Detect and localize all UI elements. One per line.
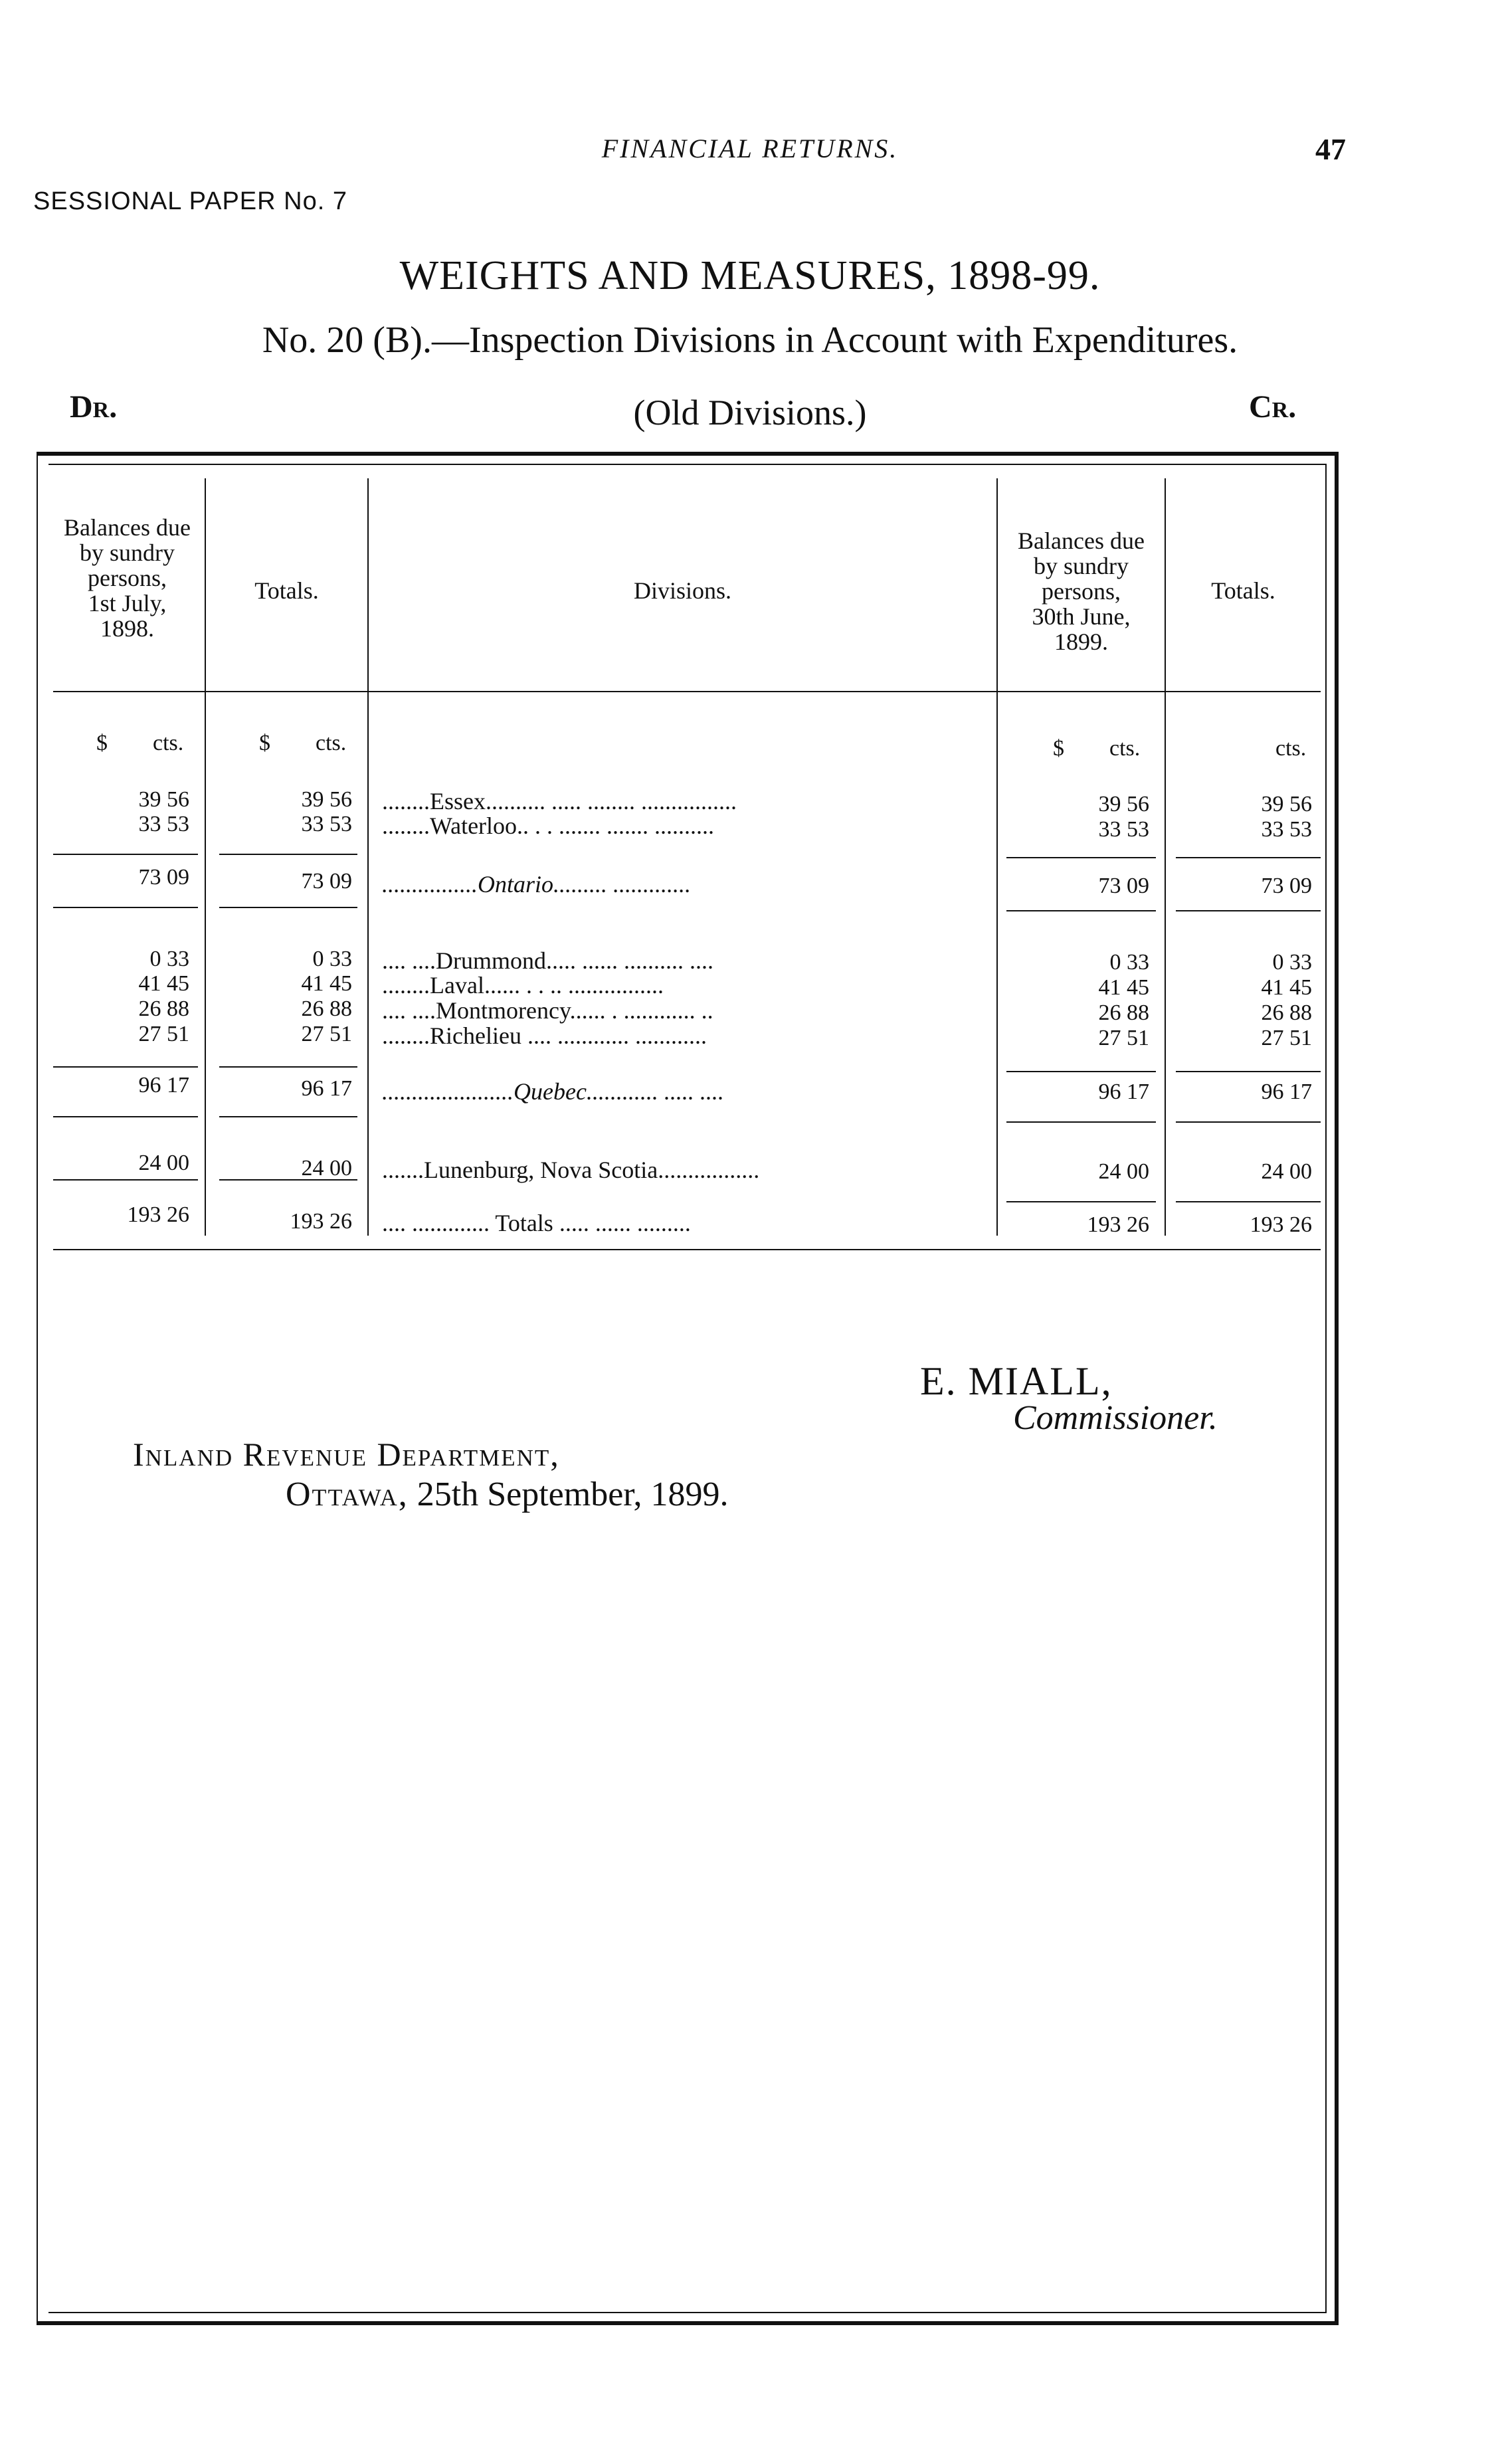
cell-total-left-total: 193 26 <box>290 1209 352 1234</box>
cell-balance-1899: 26 88 <box>1098 1000 1149 1025</box>
unit-dollar: $ <box>1053 736 1064 761</box>
header-balances-1899: Balances due by sundry persons, 30th June, 1899. <box>1018 527 1145 655</box>
place-and-date <box>286 1475 729 1514</box>
old-divisions-label: (Old Divisions.) <box>633 393 867 432</box>
cell-total-right-total: 193 26 <box>1250 1212 1312 1237</box>
cell-total-right: 33 53 <box>1261 817 1312 842</box>
cell-total-left: 24 00 <box>301 1156 352 1181</box>
cell-total-left: 0 33 <box>312 947 352 971</box>
cell-total-right: 27 51 <box>1261 1026 1312 1050</box>
cell-balance-1899: 33 53 <box>1098 817 1149 842</box>
unit-dollar: $ <box>259 731 270 755</box>
cell-balance-1898: 24 00 <box>138 1151 189 1175</box>
cell-balance-1899: 41 45 <box>1098 975 1149 1000</box>
cell-balance-1899-total: 193 26 <box>1087 1212 1149 1237</box>
header-rule <box>53 691 1321 692</box>
cell-division-montmorency: .... ....Montmorency...... . ............ .. <box>382 997 713 1024</box>
cell-total-right: 96 17 <box>1261 1080 1312 1104</box>
cell-total-left: 26 88 <box>301 996 352 1021</box>
cell-division-richelieu: ........Richelieu .... ............ ............ <box>382 1022 707 1049</box>
cell-balance-1899: 73 09 <box>1098 874 1149 898</box>
sessional-paper-label: SESSIONAL PAPER No. 7 <box>33 187 347 215</box>
subtotal-rule <box>53 907 198 908</box>
cell-division-quebec: ......................Quebec............ ..... .... <box>382 1078 724 1105</box>
page-number: 47 <box>1315 132 1346 166</box>
cell-total-right: 26 88 <box>1261 1000 1312 1025</box>
cell-balance-1898: 39 56 <box>138 787 189 812</box>
cell-balance-1899: 27 51 <box>1098 1026 1149 1050</box>
subtotal-rule <box>1176 910 1321 911</box>
cell-balance-1898: 26 88 <box>138 996 189 1021</box>
cell-division-totals: .... ............. Totals ..... ...... ......... <box>382 1210 691 1236</box>
subtotal-rule <box>53 1066 198 1068</box>
cell-division-lunenburg: .......Lunenburg, Nova Scotia................. <box>382 1157 760 1183</box>
cell-total-left: 73 09 <box>301 869 352 894</box>
subtotal-rule <box>1176 1121 1321 1123</box>
cell-total-left: 96 17 <box>301 1076 352 1101</box>
debit-label: Dr. <box>70 389 118 425</box>
cell-division-ontario: ................Ontario......... ............. <box>382 871 692 898</box>
subtotal-rule <box>219 854 357 855</box>
cell-total-left: 27 51 <box>301 1022 352 1046</box>
running-head: FINANCIAL RETURNS. <box>601 134 899 163</box>
subtotal-rule <box>1176 1201 1321 1202</box>
credit-label: Cr. <box>1249 389 1297 425</box>
cell-division-drummond: .... ....Drummond..... ...... .......... .... <box>382 947 713 974</box>
unit-cents: cts. <box>316 731 347 755</box>
cell-total-right: 73 09 <box>1261 874 1312 898</box>
header-totals-left: Totals. <box>254 577 319 604</box>
cell-total-right: 0 33 <box>1272 950 1312 975</box>
cell-balance-1898: 27 51 <box>138 1022 189 1046</box>
cell-balance-1898-total: 193 26 <box>127 1202 189 1227</box>
subtotal-rule <box>53 1116 198 1117</box>
cell-division-laval: ........Laval...... . . .. ................ <box>382 972 664 998</box>
subtotal-rule <box>1176 1071 1321 1072</box>
cell-balance-1898: 73 09 <box>138 865 189 890</box>
cell-balance-1898: 96 17 <box>138 1073 189 1097</box>
table-bottom-rule <box>53 1249 1321 1250</box>
cell-total-right: 24 00 <box>1261 1159 1312 1184</box>
cell-division-waterloo: ........Waterloo.. . . ....... ....... .......... <box>382 812 715 839</box>
cell-total-left: 33 53 <box>301 812 352 836</box>
cell-total-right: 39 56 <box>1261 792 1312 816</box>
cell-balance-1899: 39 56 <box>1098 792 1149 816</box>
subtotal-rule <box>53 854 198 855</box>
cell-total-left: 41 45 <box>301 971 352 996</box>
document-title: WEIGHTS AND MEASURES, 1898-99. <box>399 253 1101 298</box>
subtotal-rule <box>1006 1201 1156 1202</box>
department-name: Inland Revenue Department, <box>133 1436 560 1473</box>
subtotal-rule <box>1006 1121 1156 1123</box>
header-totals-right: Totals. <box>1211 577 1275 604</box>
unit-dollar: $ <box>96 731 108 755</box>
signatory-title: Commissioner. <box>1013 1399 1218 1437</box>
date: 25th September, 1899. <box>417 1475 729 1513</box>
cell-total-right: 41 45 <box>1261 975 1312 1000</box>
unit-cents: cts. <box>1275 736 1307 761</box>
city: Ottawa, <box>286 1475 409 1513</box>
cell-balance-1898: 33 53 <box>138 812 189 836</box>
cell-balance-1899: 0 33 <box>1109 950 1149 975</box>
subtotal-rule <box>1176 857 1321 858</box>
document-subtitle: No. 20 (B).—Inspection Divisions in Account with Expenditures. <box>262 320 1238 361</box>
cell-balance-1899: 24 00 <box>1098 1159 1149 1184</box>
subtotal-rule <box>219 907 357 908</box>
cell-total-left: 39 56 <box>301 787 352 812</box>
subtotal-rule <box>1006 1071 1156 1072</box>
header-balances-1898: Balances due by sundry persons, 1st July, 1898. <box>64 514 191 642</box>
unit-cents: cts. <box>153 731 184 755</box>
cell-balance-1899: 96 17 <box>1098 1080 1149 1104</box>
cell-division-essex: ........Essex.......... ..... ........ ................ <box>382 788 737 814</box>
signatory-name: E. MIALL, <box>920 1359 1113 1403</box>
header-divisions: Divisions. <box>633 577 732 604</box>
subtotal-rule <box>1006 857 1156 858</box>
subtotal-rule <box>1006 910 1156 911</box>
subtotal-rule <box>219 1066 357 1068</box>
subtotal-rule <box>219 1116 357 1117</box>
subtotal-rule <box>53 1179 198 1181</box>
cell-balance-1898: 41 45 <box>138 971 189 996</box>
unit-cents: cts. <box>1109 736 1141 761</box>
cell-balance-1898: 0 33 <box>149 947 189 971</box>
